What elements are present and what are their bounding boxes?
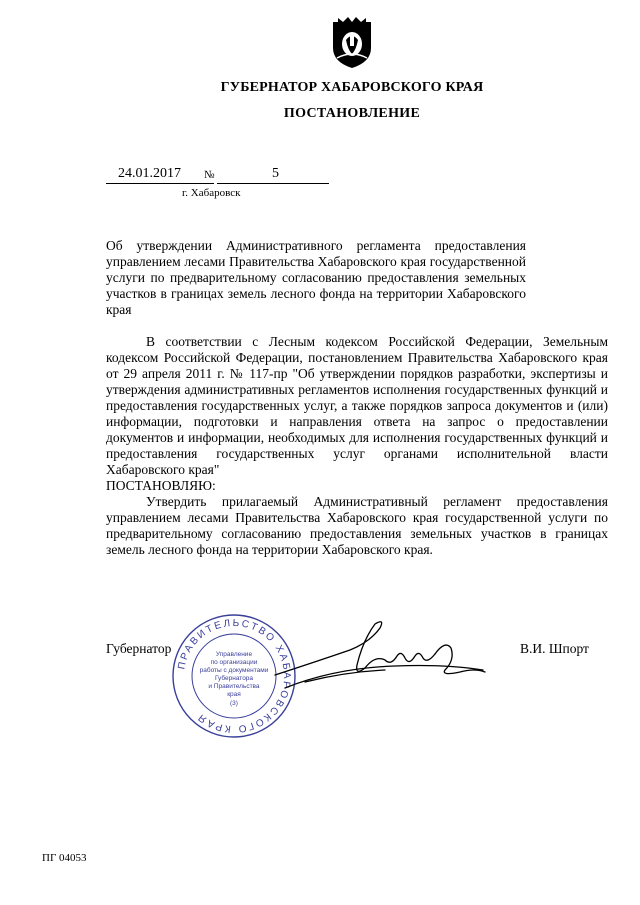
svg-text:(3): (3) — [230, 700, 238, 707]
handwritten-signature — [245, 610, 495, 700]
authority-title: ГУБЕРНАТОР ХАБАРОВСКОГО КРАЯ — [220, 80, 484, 95]
resolve-word: ПОСТАНОВЛЯЮ: — [106, 478, 216, 493]
svg-text:и Правительства: и Правительства — [208, 683, 260, 690]
svg-text:по организации: по организации — [210, 659, 258, 666]
document-number: 5 — [272, 166, 279, 181]
body-paragraph-2: Утвердить прилагаемый Административный регламент предоставления управлением лесами Правительства Хабаровского края государственной услуги по предварительному согласованию предоставления земельных участков в границах земель лесного фонда на территории Хабаровского края. — [106, 494, 608, 557]
svg-text:Губернатора: Губернатора — [214, 675, 254, 682]
document-city: г. Хабаровск — [182, 187, 241, 199]
svg-text:Управление: Управление — [215, 651, 253, 658]
number-underline — [217, 183, 329, 184]
form-code: ПГ 04053 — [42, 852, 87, 864]
document-subject: Об утверждении Административного регламента предоставления управлением лесами Правительства Хабаровского края государственной услуги по предварительному согласованию предоставления земельных участков в границах земель лесного фонда на территории Хабаровского края — [106, 238, 526, 317]
svg-text:работы с документами: работы с документами — [199, 667, 269, 674]
svg-text:края: края — [227, 691, 241, 698]
document-type: ПОСТАНОВЛЕНИЕ — [283, 106, 421, 121]
body-paragraph-1: В соответствии с Лесным кодексом Российской Федерации, Земельным кодексом Российской Федерации, постановлением Правительства Хабаровского края от 29 апреля 2011 г. № 117-пр "Об утверждении порядков разработки, экспертизы и утверждения административных регламентов исполнения государственных функций и предоставления государственных услуг, а также порядков запроса документов и (или) информации, подготовки и направления ответа на запрос о предоставлении документов и информации, необходимых для исполнения государственных функций и предоставления государственных услуг органами исполнительной власти Хабаровского края" — [106, 334, 608, 477]
svg-text:ПРАВИТЕЛЬСТВО ХАБАРОВСКОГО КРА: ПРАВИТЕЛЬСТВО ХАБАРОВСКОГО КРАЯ — [176, 617, 293, 735]
number-sign: № — [204, 169, 215, 181]
document-body — [106, 334, 608, 558]
coat-of-arms-emblem — [329, 14, 375, 70]
date-underline — [106, 183, 214, 184]
document-date: 24.01.2017 — [118, 166, 181, 181]
signer-name: В.И. Шпорт — [520, 641, 589, 656]
signer-title: Губернатор — [106, 641, 172, 656]
